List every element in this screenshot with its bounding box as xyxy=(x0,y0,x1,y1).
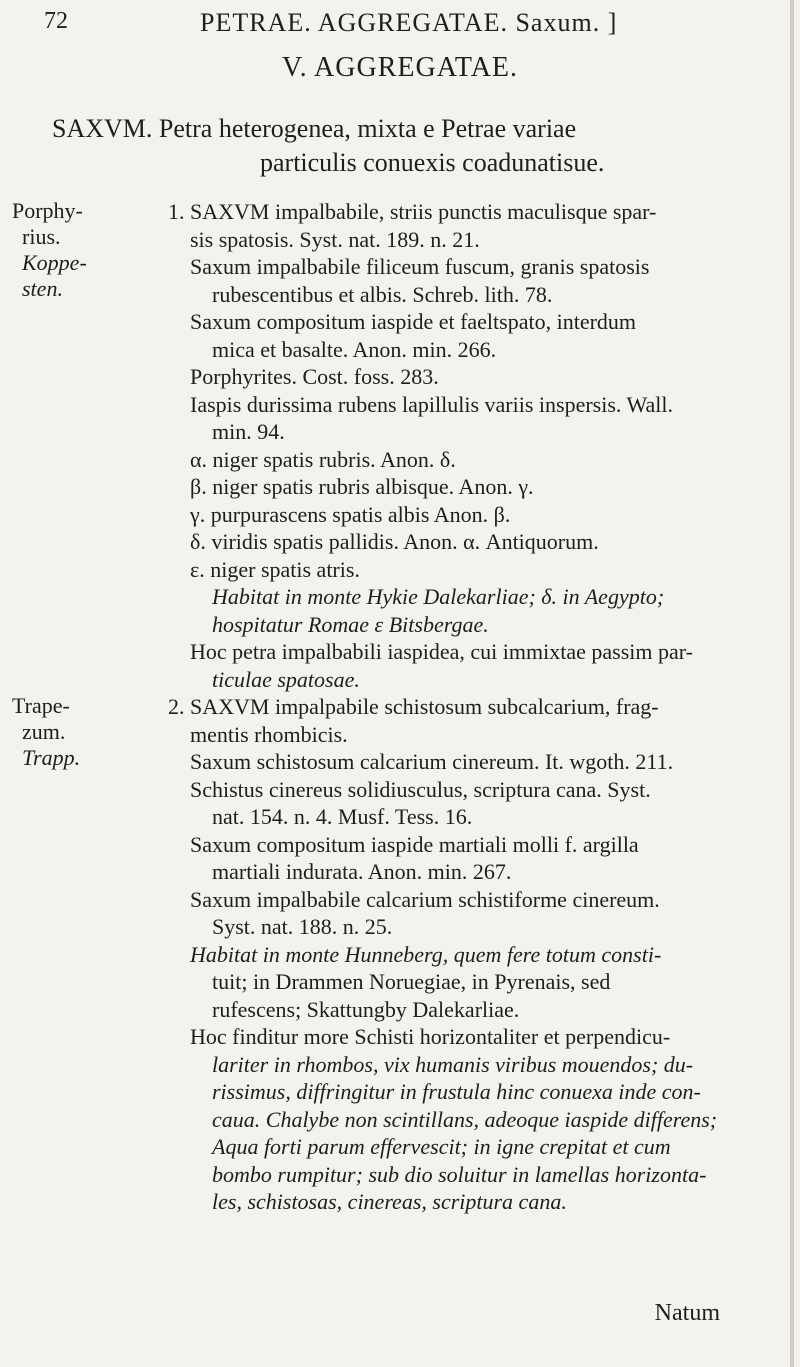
margin-note-porphyrius xyxy=(12,198,122,302)
text-line: nat. 154. n. 4. Musf. Tess. 16. xyxy=(212,804,473,829)
text-line: caua. Chalybe non scintillans, adeoque iaspide differens; xyxy=(212,1106,718,1132)
text-line: Saxum compositum iaspide martiali molli f. argilla xyxy=(190,831,639,857)
text-line: martiali indurata. Anon. min. 267. xyxy=(212,859,512,884)
margin-line: zum. xyxy=(22,719,66,744)
text-line: Schistus cinereus solidiusculus, scriptura cana. Syst. xyxy=(190,776,651,802)
page-number: 72 xyxy=(44,8,68,34)
text-line: Hoc finditur more Schisti horizontaliter et perpendicu- xyxy=(190,1024,671,1049)
text-line: α. niger spatis rubris. Anon. δ. xyxy=(190,446,456,472)
text-line: Saxum compositum iaspide et faeltspato, interdum xyxy=(190,309,637,334)
text-line: ticulae spatosae. xyxy=(212,666,360,692)
margin-line: Trape- xyxy=(12,693,70,718)
text-line: min. 94. xyxy=(212,419,285,444)
text-line: rissimus, diffringitur in frustula hinc conuexa inde con- xyxy=(212,1079,701,1104)
section-title: V. AGGREGATAE. xyxy=(281,52,519,83)
text-line: Aqua forti parum effervescit; in igne crepitat et cum xyxy=(212,1134,671,1159)
margin-line: Trapp. xyxy=(22,745,81,770)
margin-line: Koppe- xyxy=(22,250,87,275)
text-line: Iaspis durissima rubens lapillulis variis inspersis. Wall. xyxy=(190,391,674,417)
text-line: Saxum schistosum calcarium cinereum. It. wgoth. 211. xyxy=(190,749,674,774)
text-line: Habitat in monte Hunneberg, quem fere totum consti- xyxy=(190,941,662,967)
entry-12-heading xyxy=(12,112,788,180)
text-line: 1. SAXVM impalbabile, striis punctis maculisque spar- xyxy=(168,199,657,224)
text-line: tuit; in Drammen Noruegiae, in Pyrenais, sed xyxy=(212,969,611,994)
entry-2-block xyxy=(168,693,780,1216)
text-line: Syst. nat. 188. n. 25. xyxy=(212,914,393,939)
entry-12-line2: particulis conuexis coadunatisue. xyxy=(260,148,605,177)
text-line: mica et basalte. Anon. min. 266. xyxy=(212,336,497,362)
text-line: 2. SAXVM impalpabile schistosum subcalcarium, frag- xyxy=(168,694,659,719)
text-line: β. niger spatis rubris albisque. Anon. γ. xyxy=(190,474,534,499)
text-line: δ. viridis spatis pallidis. Anon. α. Antiquorum. xyxy=(190,529,599,554)
text-line: bombo rumpitur; sub dio soluitur in lamellas horizonta- xyxy=(212,1161,707,1187)
margin-line: rius. xyxy=(22,224,61,249)
text-line: Saxum impalbabile filiceum fuscum, granis spatosis xyxy=(190,254,650,279)
margin-line: sten. xyxy=(22,276,63,301)
text-line: Porphyrites. Cost. foss. 283. xyxy=(190,364,439,389)
text-line: ε. niger spatis atris. xyxy=(190,556,360,582)
text-line: lariter in rhombos, vix humanis viribus mouendos; du- xyxy=(212,1051,694,1077)
text-line: sis spatosis. Syst. nat. 189. n. 21. xyxy=(190,226,480,252)
text-line: γ. purpurascens spatis albis Anon. β. xyxy=(190,501,511,527)
text-line: les, schistosas, cinereas, scriptura cana. xyxy=(212,1189,567,1214)
margin-note-trapezum xyxy=(12,693,122,771)
page-header xyxy=(0,8,800,40)
text-line: rubescentibus et albis. Schreb. lith. 78. xyxy=(212,281,553,307)
text-line: Hoc petra impalbabili iaspidea, cui immixtae passim par- xyxy=(190,639,693,664)
text-line: Habitat in monte Hykie Dalekarliae; δ. in Aegypto; xyxy=(212,584,665,609)
margin-line: Porphy- xyxy=(12,198,83,223)
text-line: Saxum impalbabile calcarium schistiforme cinereum. xyxy=(190,886,660,912)
catchword: Natum xyxy=(654,1300,720,1326)
entry-12-line1: SAXVM. Petra heterogenea, mixta e Petrae variae xyxy=(52,114,577,143)
text-line: hospitatur Romae ε Bitsbergae. xyxy=(212,611,489,637)
entry-1-block xyxy=(168,198,780,693)
text-line: mentis rhombicis. xyxy=(190,721,348,747)
running-title: PETRAE. AGGREGATAE. Saxum. ] xyxy=(200,8,618,37)
text-line: rufescens; Skattungby Dalekarliae. xyxy=(212,996,520,1022)
page-edge xyxy=(790,0,794,1367)
